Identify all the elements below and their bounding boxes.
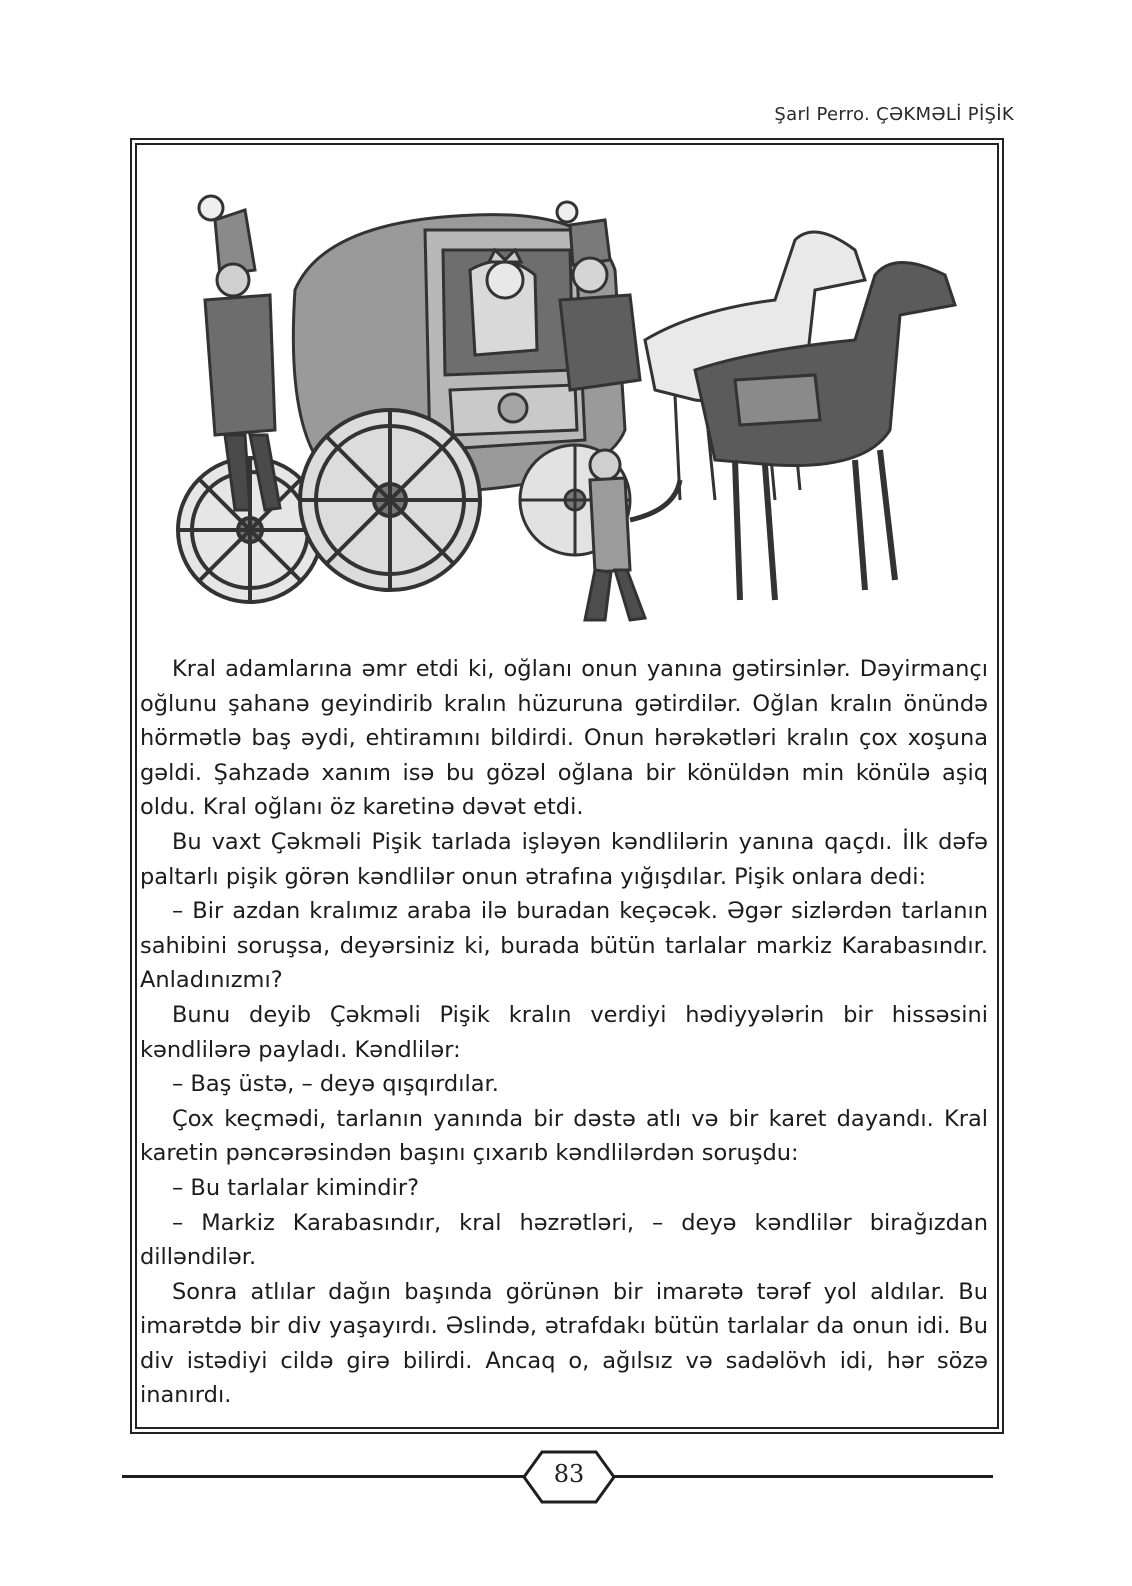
cat-figure bbox=[585, 450, 680, 620]
paragraph: Sonra atlılar dağın başında görünən bir imarətə tərəf yol aldılar. Bu imarətdə bir div yaşayırdı. Əslində, ətrafdakı bütün tarlalar da onun idi. Bu div istədiyi cildə girə bilirdi. Ancaq o, ağılsız və sadəlövh idi, hər sözə inanırdı. bbox=[140, 1278, 988, 1409]
paragraph: Bunu deyib Çəkməli Pişik kralın verdiyi hədiyyələrin bir hissəsini kəndlilərə payladı. Kəndlilər: bbox=[140, 1001, 988, 1063]
dialog-line: – Baş üstə, – deyə qışqırdılar. bbox=[172, 1071, 499, 1098]
running-header: Şarl Perro. ÇƏKMƏLİ PİŞİK bbox=[774, 104, 1014, 125]
footer-rule-left bbox=[122, 1475, 530, 1478]
paragraph: Bu vaxt Çəkməli Pişik tarlada işləyən kəndlilərin yanına qaçdı. İlk dəfə paltarlı pişik görən kəndlilər onun ətrafına yığışdılar. Pişik onlara dedi: bbox=[140, 828, 988, 890]
dialog-line: – Markiz Karabasındır, kral həzrətləri, – deyə kəndlilər birağızdan dilləndilər. bbox=[140, 1209, 988, 1271]
dialog-line: – Bu tarlalar kimindir? bbox=[172, 1174, 420, 1201]
dialog-line: – Bir azdan kralımız araba ilə buradan keçəcək. Əgər sizlərdən tarlanın sahibini soruşsa, deyərsiniz ki, burada bütün tarlalar markiz Karabasındır. Anladınızmı? bbox=[140, 898, 988, 994]
story-text bbox=[140, 652, 988, 1413]
paragraph: Kral adamlarına əmr etdi ki, oğlanı onun yanına gətirsinlər. Dəyirmançı oğlunu şahanə geyindirib kralın hüzuruna gətirdilər. Oğlan kralın önündə hörmətlə baş əydi, ehtiramını bildirdi. Onun hərəkətləri kralın çox xoşuna gəldi. Şahzadə xanım isə bu gözəl oğlana bir könüldən min könülə aşiq oldu. Kral oğlanı öz karetinə dəvət etdi. bbox=[140, 656, 988, 821]
front-wheel-icon bbox=[300, 410, 480, 590]
carriage-illustration bbox=[175, 180, 975, 650]
footer-rule-right bbox=[608, 1475, 993, 1478]
paragraph: Çox keçmədi, tarlanın yanında bir dəstə atlı və bir karet dayandı. Kral karetin pəncərəsindən başını çıxarıb kəndlilərdən soruşdu: bbox=[140, 1105, 988, 1167]
guard-figure bbox=[199, 196, 280, 510]
page-number: 83 bbox=[553, 1460, 585, 1488]
